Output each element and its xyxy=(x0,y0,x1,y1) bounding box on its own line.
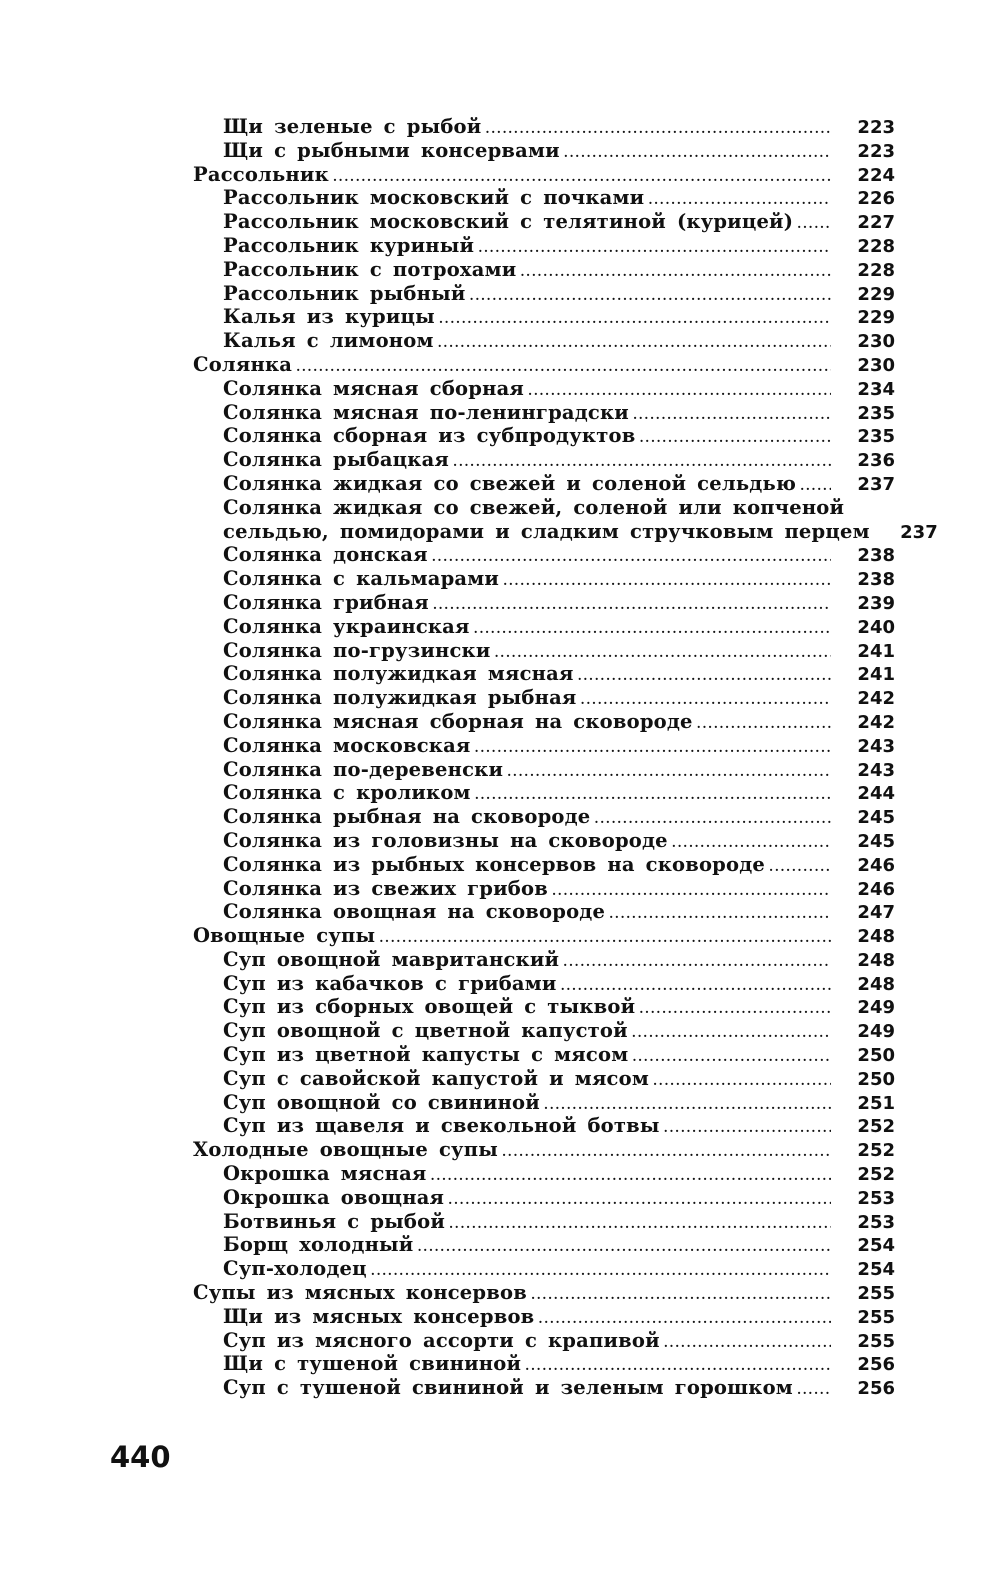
toc-entry xyxy=(185,1329,895,1353)
toc-entry-title: сельдью, помидорами и сладким стручковым перцем xyxy=(223,519,870,543)
toc-entry-page: 244 xyxy=(857,783,895,805)
toc-entry-page: 256 xyxy=(857,1354,895,1376)
toc-entry-title: Солянка из рыбных консервов на сковороде xyxy=(223,852,766,876)
toc-entry-title: Суп овощной с цветной капустой xyxy=(223,1019,628,1043)
toc-entry-title: Окрошка мясная xyxy=(223,1162,427,1186)
toc-entry-page: 255 xyxy=(857,1330,895,1352)
toc-entry-page: 242 xyxy=(857,688,895,710)
toc-entry-page: 234 xyxy=(857,378,895,400)
toc-entry-title: Солянка мясная сборная xyxy=(223,376,525,400)
toc-entry-title: Солянка по-грузински xyxy=(223,638,491,662)
toc-entry-page: 245 xyxy=(857,830,895,852)
toc-entry-title: Солянка украинская xyxy=(223,614,470,638)
toc-entry-title: Солянка овощная на сковороде xyxy=(223,900,606,924)
toc-entry xyxy=(185,1019,895,1043)
dot-leader xyxy=(769,856,831,880)
dot-leader xyxy=(664,1332,831,1356)
toc-entry xyxy=(185,543,895,567)
dot-leader xyxy=(474,618,831,642)
toc-entry-page: 253 xyxy=(857,1187,895,1209)
toc-entry xyxy=(185,1352,895,1376)
toc-entry-title: Рассольник московский с почками xyxy=(223,186,645,210)
toc-entry xyxy=(185,1210,895,1234)
toc-entry xyxy=(185,639,895,663)
toc-entry xyxy=(185,448,895,472)
dot-leader xyxy=(448,1189,831,1213)
dot-leader xyxy=(503,570,831,594)
toc-entry xyxy=(185,234,895,258)
toc-entry-title: Солянка с кроликом xyxy=(223,781,471,805)
toc-entry-title: Калья с лимоном xyxy=(223,329,434,353)
toc-entry-page: 236 xyxy=(857,450,895,472)
toc-entry xyxy=(185,115,895,139)
toc-entry xyxy=(185,1043,895,1067)
toc-entry xyxy=(185,615,895,639)
toc-entry xyxy=(185,329,895,353)
toc-entry xyxy=(185,1305,895,1329)
dot-leader xyxy=(797,213,831,237)
toc-entry-title: Солянка из свежих грибов xyxy=(223,876,548,900)
toc-entry-page: 250 xyxy=(857,1068,895,1090)
toc-entry-title: Щи из мясных консервов xyxy=(223,1304,535,1328)
toc-entry-title: Суп из сборных овощей с тыквой xyxy=(223,995,636,1019)
toc-entry-title: Рассольник рыбный xyxy=(223,281,466,305)
toc-entry-page: 253 xyxy=(857,1211,895,1233)
toc-section xyxy=(185,353,895,377)
toc-entry-title: Рассольник xyxy=(193,162,329,186)
toc-entry-page: 224 xyxy=(857,164,895,186)
toc-entry-title: Суп из цветной капусты с мясом xyxy=(223,1043,629,1067)
toc-entry-page: 223 xyxy=(857,140,895,162)
toc-entry-title: Окрошка овощная xyxy=(223,1185,445,1209)
toc-entry-title: Щи зеленые с рыбой xyxy=(223,115,482,138)
toc-entry xyxy=(185,1233,895,1257)
toc-entry xyxy=(185,710,895,734)
toc-entry-title: Калья из курицы xyxy=(223,305,435,329)
toc-entry-title: Солянка полужидкая мясная xyxy=(223,662,574,686)
toc-entry-title: Солянка сборная из субпродуктов xyxy=(223,424,636,448)
toc-entry-page: 239 xyxy=(857,592,895,614)
toc-entry xyxy=(185,1376,895,1400)
toc-entry xyxy=(185,591,895,615)
dot-leader xyxy=(633,404,831,428)
toc-entry-title: Солянка полужидкая рыбная xyxy=(223,686,577,710)
toc-entry-title: Ботвинья с рыбой xyxy=(223,1209,445,1233)
dot-leader xyxy=(449,1213,831,1237)
page-number: 440 xyxy=(110,1440,171,1474)
toc-section xyxy=(185,924,895,948)
table-of-contents xyxy=(185,115,938,1400)
toc-entry xyxy=(185,519,938,544)
dot-leader xyxy=(639,427,831,451)
toc-entry-page: 241 xyxy=(857,640,895,662)
toc-entry xyxy=(185,424,895,448)
toc-entry-title: Суп из кабачков с грибами xyxy=(223,971,557,995)
toc-entry-title: Суп овощной со свининой xyxy=(223,1090,540,1114)
toc-entry xyxy=(185,1091,895,1115)
toc-entry-page: 245 xyxy=(857,807,895,829)
toc-entry-page: 227 xyxy=(857,212,895,234)
toc-entry xyxy=(185,377,895,401)
toc-entry xyxy=(185,186,895,210)
dot-leader xyxy=(431,1165,831,1189)
dot-leader xyxy=(433,594,831,618)
toc-entry-page: 246 xyxy=(857,878,895,900)
dot-leader xyxy=(520,261,831,285)
toc-entry xyxy=(185,853,895,877)
dot-leader xyxy=(475,737,831,761)
toc-entry-page: 238 xyxy=(857,545,895,567)
dot-leader xyxy=(439,308,831,332)
toc-entry-title: Солянка по-деревенски xyxy=(223,757,504,781)
toc-entry-page: 247 xyxy=(857,902,895,924)
toc-entry-title: Рассольник куриный xyxy=(223,233,475,257)
toc-section xyxy=(185,1281,895,1305)
toc-entry-page: 235 xyxy=(857,402,895,424)
toc-entry-page: 248 xyxy=(857,949,895,971)
toc-entry-page: 254 xyxy=(857,1259,895,1281)
dot-leader xyxy=(664,1117,831,1141)
dot-leader xyxy=(578,665,831,689)
toc-entry xyxy=(185,995,895,1019)
toc-entry-page: 249 xyxy=(857,1021,895,1043)
toc-entry-title: Суп из мясного ассорти с крапивой xyxy=(223,1328,660,1352)
toc-entry xyxy=(185,781,895,805)
dot-leader xyxy=(438,332,831,356)
dot-leader xyxy=(470,285,831,309)
toc-entry-title: Суп овощной мавританский xyxy=(223,947,560,971)
toc-entry-title: Солянка рыбацкая xyxy=(223,448,450,472)
toc-entry-page: 252 xyxy=(857,1140,895,1162)
toc-entry-title: Солянка грибная xyxy=(223,590,429,614)
toc-entry-title: Суп из щавеля и свекольной ботвы xyxy=(223,1114,660,1138)
toc-entry-page: 248 xyxy=(857,973,895,995)
dot-leader xyxy=(478,237,831,261)
toc-entry-title: Рассольник московский с телятиной (курицей) xyxy=(223,210,794,234)
toc-entry xyxy=(185,258,895,282)
toc-entry-page: 229 xyxy=(857,283,895,305)
toc-entry xyxy=(185,496,895,520)
toc-entry xyxy=(185,662,895,686)
toc-entry-page: 235 xyxy=(857,426,895,448)
toc-entry xyxy=(185,567,895,591)
toc-entry xyxy=(185,472,895,496)
toc-entry-page: 252 xyxy=(857,1116,895,1138)
dot-leader xyxy=(639,998,831,1022)
toc-entry-page: 230 xyxy=(857,331,895,353)
toc-entry-title: Щи с тушеной свининой xyxy=(223,1352,522,1376)
toc-entry-page: 254 xyxy=(857,1235,895,1257)
toc-entry xyxy=(185,1114,895,1138)
toc-section xyxy=(185,1138,895,1162)
toc-section xyxy=(185,163,895,187)
toc-entry-title: Солянка жидкая со свежей, соленой или копченой xyxy=(223,495,845,519)
toc-entry xyxy=(185,1067,895,1091)
toc-entry xyxy=(185,972,895,996)
dot-leader xyxy=(502,1141,831,1165)
toc-entry-title: Борщ холодный xyxy=(223,1233,414,1257)
dot-leader xyxy=(632,1022,831,1046)
dot-leader xyxy=(697,713,831,737)
toc-entry-page: 241 xyxy=(857,664,895,686)
toc-entry-title: Рассольник с потрохами xyxy=(223,257,517,281)
toc-entry-title: Холодные овощные супы xyxy=(193,1138,498,1162)
toc-entry xyxy=(185,829,895,853)
toc-entry-title: Солянка рыбная на сковороде xyxy=(223,805,591,829)
toc-entry xyxy=(185,1162,895,1186)
toc-entry xyxy=(185,948,895,972)
toc-entry-page: 250 xyxy=(857,1045,895,1067)
toc-entry-title: Суп-холодец xyxy=(223,1257,367,1281)
dot-leader xyxy=(797,1379,831,1403)
toc-entry xyxy=(185,734,895,758)
toc-entry-title: Солянка донская xyxy=(223,543,428,567)
toc-entry xyxy=(185,210,895,234)
toc-entry xyxy=(185,282,895,306)
toc-entry xyxy=(185,877,895,901)
toc-entry-page: 240 xyxy=(857,616,895,638)
toc-entry xyxy=(185,758,895,782)
dot-leader xyxy=(417,1236,831,1260)
toc-entry xyxy=(185,1186,895,1210)
toc-entry-page: 248 xyxy=(857,926,895,948)
toc-entry xyxy=(185,686,895,710)
dot-leader xyxy=(507,761,831,785)
toc-entry-page: 238 xyxy=(857,569,895,591)
toc-entry-page: 255 xyxy=(857,1283,895,1305)
dot-leader xyxy=(564,142,831,166)
toc-entry-title: Солянка с кальмарами xyxy=(223,567,500,591)
toc-entry-page: 223 xyxy=(857,117,895,138)
toc-entry-title: Солянка xyxy=(193,352,293,376)
toc-entry-page: 226 xyxy=(857,188,895,210)
toc-entry-page: 228 xyxy=(857,235,895,257)
dot-leader xyxy=(563,951,831,975)
toc-entry-page: 256 xyxy=(857,1378,895,1400)
toc-entry-page: 255 xyxy=(857,1306,895,1328)
toc-entry-title: Супы из мясных консервов xyxy=(193,1281,527,1305)
toc-entry-title: Солянка мясная по-ленинградски xyxy=(223,400,629,424)
toc-entry xyxy=(185,805,895,829)
dot-leader xyxy=(609,903,831,927)
toc-entry-title: Овощные супы xyxy=(193,924,376,948)
toc-entry-page: 228 xyxy=(857,259,895,281)
toc-entry-page: 246 xyxy=(857,854,895,876)
toc-entry-page: 237 xyxy=(900,521,938,543)
toc-entry xyxy=(185,1257,895,1281)
toc-entry-page: 252 xyxy=(857,1164,895,1186)
toc-entry-page: 230 xyxy=(857,354,895,376)
toc-entry-page: 229 xyxy=(857,307,895,329)
toc-entry-title: Щи с рыбными консервами xyxy=(223,138,560,162)
toc-entry-title: Солянка московская xyxy=(223,733,471,757)
toc-entry xyxy=(185,900,895,924)
toc-entry-page: 249 xyxy=(857,997,895,1019)
toc-entry-page: 243 xyxy=(857,759,895,781)
toc-entry-title: Суп с савойской капустой и мясом xyxy=(223,1066,649,1090)
toc-entry-page: 243 xyxy=(857,735,895,757)
toc-entry xyxy=(185,401,895,425)
toc-entry-page: 251 xyxy=(857,1092,895,1114)
toc-entry-title: Суп с тушеной свининой и зеленым горошком xyxy=(223,1376,793,1400)
dot-leader xyxy=(632,1046,831,1070)
toc-entry-page: 237 xyxy=(857,473,895,495)
toc-entry-title: Солянка жидкая со свежей и соленой сельдью xyxy=(223,471,797,495)
toc-entry xyxy=(185,305,895,329)
toc-entry xyxy=(185,139,895,163)
toc-entry-title: Солянка из головизны на сковороде xyxy=(223,828,668,852)
dot-leader xyxy=(531,1284,831,1308)
dot-leader xyxy=(653,1070,831,1094)
toc-entry-title: Солянка мясная сборная на сковороде xyxy=(223,709,693,733)
toc-entry-page: 242 xyxy=(857,711,895,733)
